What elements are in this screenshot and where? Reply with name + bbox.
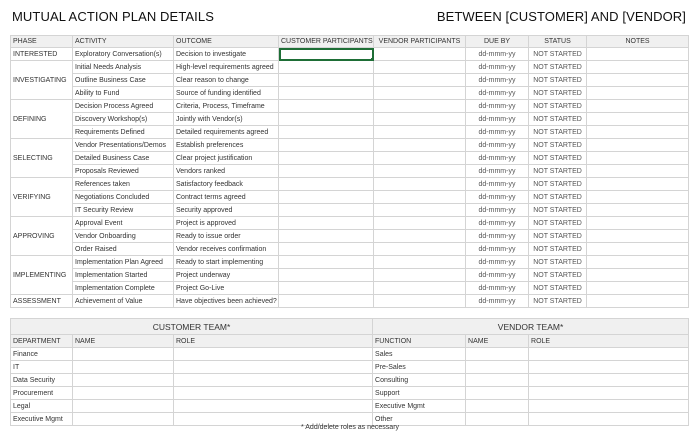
outcome-cell[interactable]: Clear reason to change bbox=[174, 74, 279, 87]
vendor-participants-cell[interactable] bbox=[374, 74, 466, 87]
customer-name-cell[interactable] bbox=[73, 361, 174, 374]
outcome-cell[interactable]: Ready to issue order bbox=[174, 230, 279, 243]
due-by-cell[interactable]: dd-mmm-yy bbox=[466, 256, 529, 269]
vendor-role-cell[interactable] bbox=[529, 374, 689, 387]
status-cell[interactable]: NOT STARTED bbox=[529, 87, 587, 100]
vendor-participants-cell[interactable] bbox=[374, 87, 466, 100]
vendor-name-cell[interactable] bbox=[466, 387, 529, 400]
status-cell[interactable]: NOT STARTED bbox=[529, 204, 587, 217]
notes-cell[interactable] bbox=[587, 74, 689, 87]
col-header-outcome[interactable]: OUTCOME bbox=[174, 36, 279, 48]
team-table bbox=[10, 318, 689, 426]
action-plan-table bbox=[10, 35, 689, 308]
col-header-customer-name[interactable]: NAME bbox=[73, 335, 174, 348]
vendor-role-cell[interactable] bbox=[529, 400, 689, 413]
vendor-name-cell[interactable] bbox=[466, 348, 529, 361]
notes-cell[interactable] bbox=[587, 139, 689, 152]
notes-cell[interactable] bbox=[587, 87, 689, 100]
status-cell[interactable]: NOT STARTED bbox=[529, 256, 587, 269]
vendor-participants-cell[interactable] bbox=[374, 48, 466, 61]
status-cell[interactable]: NOT STARTED bbox=[529, 191, 587, 204]
col-header-department[interactable]: DEPARTMENT bbox=[11, 335, 73, 348]
plan-row bbox=[11, 204, 689, 217]
notes-cell[interactable] bbox=[587, 269, 689, 282]
customer-participants-cell[interactable] bbox=[279, 74, 374, 87]
customer-participants-cell[interactable] bbox=[279, 217, 374, 230]
plan-row bbox=[11, 152, 689, 165]
plan-row bbox=[11, 113, 689, 126]
outcome-cell[interactable]: Criteria, Process, Timeframe bbox=[174, 100, 279, 113]
customer-participants-cell[interactable] bbox=[279, 243, 374, 256]
department-cell[interactable]: Legal bbox=[11, 400, 73, 413]
team-header-row bbox=[11, 335, 689, 348]
customer-role-cell[interactable] bbox=[174, 348, 373, 361]
plan-row bbox=[11, 74, 689, 87]
vendor-participants-cell[interactable] bbox=[374, 126, 466, 139]
function-cell[interactable]: Sales bbox=[373, 348, 466, 361]
outcome-cell[interactable]: Ready to start implementing bbox=[174, 256, 279, 269]
footnote: * Add/delete roles as necessary bbox=[300, 424, 400, 431]
customer-participants-cell[interactable] bbox=[279, 61, 374, 74]
outcome-cell[interactable]: Security approved bbox=[174, 204, 279, 217]
page-title: MUTUAL ACTION PLAN DETAILS bbox=[12, 9, 214, 24]
vendor-name-cell[interactable] bbox=[466, 400, 529, 413]
outcome-cell[interactable]: High-level requirements agreed bbox=[174, 61, 279, 74]
vendor-team-title[interactable]: VENDOR TEAM* bbox=[373, 319, 689, 335]
department-cell[interactable]: Executive Mgmt bbox=[11, 413, 73, 426]
outcome-cell[interactable]: Project Go-Live bbox=[174, 282, 279, 295]
plan-row bbox=[11, 126, 689, 139]
due-by-cell[interactable]: dd-mmm-yy bbox=[466, 178, 529, 191]
plan-row bbox=[11, 282, 689, 295]
due-by-cell[interactable]: dd-mmm-yy bbox=[466, 217, 529, 230]
plan-row bbox=[11, 256, 689, 269]
status-cell[interactable]: NOT STARTED bbox=[529, 282, 587, 295]
plan-row bbox=[11, 230, 689, 243]
due-by-cell[interactable]: dd-mmm-yy bbox=[466, 204, 529, 217]
activity-cell[interactable]: Decision Process Agreed bbox=[73, 100, 174, 113]
activity-cell[interactable]: IT Security Review bbox=[73, 204, 174, 217]
function-cell[interactable]: Support bbox=[373, 387, 466, 400]
status-cell[interactable]: NOT STARTED bbox=[529, 100, 587, 113]
plan-row bbox=[11, 139, 689, 152]
customer-participants-cell[interactable] bbox=[279, 100, 374, 113]
vendor-participants-cell[interactable] bbox=[374, 152, 466, 165]
status-cell[interactable]: NOT STARTED bbox=[529, 113, 587, 126]
plan-row bbox=[11, 61, 689, 74]
vendor-participants-cell[interactable] bbox=[374, 295, 466, 308]
page-subtitle: BETWEEN [CUSTOMER] AND [VENDOR] bbox=[436, 9, 686, 24]
activity-cell[interactable]: Approval Event bbox=[73, 217, 174, 230]
col-header-due-by[interactable]: DUE BY bbox=[466, 36, 529, 48]
notes-cell[interactable] bbox=[587, 152, 689, 165]
department-cell[interactable]: Finance bbox=[11, 348, 73, 361]
status-cell[interactable]: NOT STARTED bbox=[529, 165, 587, 178]
status-cell[interactable]: NOT STARTED bbox=[529, 48, 587, 61]
due-by-cell[interactable]: dd-mmm-yy bbox=[466, 48, 529, 61]
vendor-participants-cell[interactable] bbox=[374, 217, 466, 230]
activity-cell[interactable]: Implementation Started bbox=[73, 269, 174, 282]
outcome-cell[interactable]: Project underway bbox=[174, 269, 279, 282]
col-header-vendor-participants[interactable]: VENDOR PARTICIPANTS bbox=[374, 36, 466, 48]
vendor-name-cell[interactable] bbox=[466, 374, 529, 387]
col-header-customer-role[interactable]: ROLE bbox=[174, 335, 373, 348]
plan-row bbox=[11, 295, 689, 308]
customer-name-cell[interactable] bbox=[73, 400, 174, 413]
activity-cell[interactable]: Exploratory Conversation(s) bbox=[73, 48, 174, 61]
activity-cell[interactable]: Detailed Business Case bbox=[73, 152, 174, 165]
customer-participants-cell[interactable] bbox=[279, 204, 374, 217]
notes-cell[interactable] bbox=[587, 230, 689, 243]
outcome-cell[interactable]: Vendor receives confirmation bbox=[174, 243, 279, 256]
status-cell[interactable]: NOT STARTED bbox=[529, 295, 587, 308]
col-header-activity[interactable]: ACTIVITY bbox=[73, 36, 174, 48]
activity-cell[interactable]: Implementation Plan Agreed bbox=[73, 256, 174, 269]
vendor-role-cell[interactable] bbox=[529, 348, 689, 361]
customer-role-cell[interactable] bbox=[174, 387, 373, 400]
customer-participants-cell[interactable] bbox=[279, 113, 374, 126]
col-header-vendor-role[interactable]: ROLE bbox=[529, 335, 689, 348]
customer-role-cell[interactable] bbox=[174, 361, 373, 374]
vendor-participants-cell[interactable] bbox=[374, 282, 466, 295]
department-cell[interactable]: Data Security bbox=[11, 374, 73, 387]
notes-cell[interactable] bbox=[587, 126, 689, 139]
phase-cell[interactable]: VERIFYING bbox=[11, 178, 73, 217]
customer-role-cell[interactable] bbox=[174, 374, 373, 387]
vendor-name-cell[interactable] bbox=[466, 361, 529, 374]
activity-cell[interactable]: Ability to Fund bbox=[73, 87, 174, 100]
col-header-notes[interactable]: NOTES bbox=[587, 36, 689, 48]
due-by-cell[interactable]: dd-mmm-yy bbox=[466, 165, 529, 178]
due-by-cell[interactable]: dd-mmm-yy bbox=[466, 243, 529, 256]
team-row bbox=[11, 400, 689, 413]
outcome-cell[interactable]: Contract terms agreed bbox=[174, 191, 279, 204]
customer-name-cell[interactable] bbox=[73, 374, 174, 387]
outcome-cell[interactable]: Have objectives been achieved? bbox=[174, 295, 279, 308]
activity-cell[interactable]: Outline Business Case bbox=[73, 74, 174, 87]
status-cell[interactable]: NOT STARTED bbox=[529, 217, 587, 230]
notes-cell[interactable] bbox=[587, 113, 689, 126]
team-row bbox=[11, 374, 689, 387]
phase-cell[interactable]: INVESTIGATING bbox=[11, 61, 73, 100]
notes-cell[interactable] bbox=[587, 256, 689, 269]
col-header-function[interactable]: FUNCTION bbox=[373, 335, 466, 348]
vendor-participants-cell[interactable] bbox=[374, 61, 466, 74]
phase-cell[interactable]: APPROVING bbox=[11, 217, 73, 256]
vendor-participants-cell[interactable] bbox=[374, 139, 466, 152]
phase-cell[interactable]: INTERESTED bbox=[11, 48, 73, 61]
customer-name-cell[interactable] bbox=[73, 387, 174, 400]
notes-cell[interactable] bbox=[587, 61, 689, 74]
customer-role-cell[interactable] bbox=[174, 400, 373, 413]
status-cell[interactable]: NOT STARTED bbox=[529, 139, 587, 152]
customer-participants-cell[interactable] bbox=[279, 126, 374, 139]
due-by-cell[interactable]: dd-mmm-yy bbox=[466, 230, 529, 243]
activity-cell[interactable]: Negotiations Concluded bbox=[73, 191, 174, 204]
notes-cell[interactable] bbox=[587, 48, 689, 61]
vendor-participants-cell[interactable] bbox=[374, 256, 466, 269]
activity-cell[interactable]: Discovery Workshop(s) bbox=[73, 113, 174, 126]
activity-cell[interactable]: Vendor Presentations/Demos bbox=[73, 139, 174, 152]
plan-row bbox=[11, 178, 689, 191]
customer-name-cell[interactable] bbox=[73, 348, 174, 361]
team-row bbox=[11, 387, 689, 400]
customer-participants-cell[interactable] bbox=[279, 295, 374, 308]
customer-participants-cell[interactable] bbox=[279, 269, 374, 282]
col-header-customer-participants[interactable]: CUSTOMER PARTICIPANTS bbox=[279, 36, 374, 48]
customer-participants-cell[interactable] bbox=[279, 87, 374, 100]
due-by-cell[interactable]: dd-mmm-yy bbox=[466, 295, 529, 308]
function-cell[interactable]: Other bbox=[373, 413, 466, 426]
vendor-participants-cell[interactable] bbox=[374, 230, 466, 243]
notes-cell[interactable] bbox=[587, 217, 689, 230]
status-cell[interactable]: NOT STARTED bbox=[529, 243, 587, 256]
vendor-participants-cell[interactable] bbox=[374, 113, 466, 126]
vendor-participants-cell[interactable] bbox=[374, 243, 466, 256]
outcome-cell[interactable]: Establish preferences bbox=[174, 139, 279, 152]
due-by-cell[interactable]: dd-mmm-yy bbox=[466, 139, 529, 152]
customer-participants-cell[interactable] bbox=[279, 165, 374, 178]
due-by-cell[interactable]: dd-mmm-yy bbox=[466, 74, 529, 87]
col-header-phase[interactable]: PHASE bbox=[11, 36, 73, 48]
activity-cell[interactable]: Initial Needs Analysis bbox=[73, 61, 174, 74]
status-cell[interactable]: NOT STARTED bbox=[529, 269, 587, 282]
plan-row bbox=[11, 165, 689, 178]
status-cell[interactable]: NOT STARTED bbox=[529, 74, 587, 87]
vendor-role-cell[interactable] bbox=[529, 387, 689, 400]
phase-cell[interactable]: SELECTING bbox=[11, 139, 73, 178]
vendor-role-cell[interactable] bbox=[529, 361, 689, 374]
vendor-participants-cell[interactable] bbox=[374, 269, 466, 282]
plan-row bbox=[11, 243, 689, 256]
customer-participants-cell[interactable] bbox=[279, 48, 374, 61]
notes-cell[interactable] bbox=[587, 178, 689, 191]
outcome-cell[interactable]: Decision to investigate bbox=[174, 48, 279, 61]
customer-participants-cell[interactable] bbox=[279, 139, 374, 152]
vendor-participants-cell[interactable] bbox=[374, 191, 466, 204]
activity-cell[interactable]: References taken bbox=[73, 178, 174, 191]
vendor-participants-cell[interactable] bbox=[374, 100, 466, 113]
status-cell[interactable]: NOT STARTED bbox=[529, 230, 587, 243]
customer-team-title[interactable]: CUSTOMER TEAM* bbox=[11, 319, 373, 335]
activity-cell[interactable]: Vendor Onboarding bbox=[73, 230, 174, 243]
notes-cell[interactable] bbox=[587, 204, 689, 217]
outcome-cell[interactable]: Clear project justification bbox=[174, 152, 279, 165]
outcome-cell[interactable]: Vendors ranked bbox=[174, 165, 279, 178]
outcome-cell[interactable]: Source of funding identified bbox=[174, 87, 279, 100]
phase-cell[interactable]: DEFINING bbox=[11, 100, 73, 139]
due-by-cell[interactable]: dd-mmm-yy bbox=[466, 113, 529, 126]
notes-cell[interactable] bbox=[587, 295, 689, 308]
due-by-cell[interactable]: dd-mmm-yy bbox=[466, 61, 529, 74]
col-header-vendor-name[interactable]: NAME bbox=[466, 335, 529, 348]
notes-cell[interactable] bbox=[587, 282, 689, 295]
activity-cell[interactable]: Proposals Reviewed bbox=[73, 165, 174, 178]
activity-cell[interactable]: Implementation Complete bbox=[73, 282, 174, 295]
activity-cell[interactable]: Requirements Defined bbox=[73, 126, 174, 139]
team-title-row bbox=[11, 319, 689, 335]
plan-row bbox=[11, 100, 689, 113]
customer-participants-cell[interactable] bbox=[279, 178, 374, 191]
department-cell[interactable]: IT bbox=[11, 361, 73, 374]
function-cell[interactable]: Consulting bbox=[373, 374, 466, 387]
phase-cell[interactable]: IMPLEMENTING bbox=[11, 256, 73, 295]
due-by-cell[interactable]: dd-mmm-yy bbox=[466, 100, 529, 113]
due-by-cell[interactable]: dd-mmm-yy bbox=[466, 152, 529, 165]
notes-cell[interactable] bbox=[587, 243, 689, 256]
status-cell[interactable]: NOT STARTED bbox=[529, 126, 587, 139]
customer-participants-cell[interactable] bbox=[279, 256, 374, 269]
plan-row bbox=[11, 269, 689, 282]
phase-cell[interactable]: ASSESSMENT bbox=[11, 295, 73, 308]
customer-participants-cell[interactable] bbox=[279, 191, 374, 204]
plan-row bbox=[11, 191, 689, 204]
outcome-cell[interactable]: Jointly with Vendor(s) bbox=[174, 113, 279, 126]
due-by-cell[interactable]: dd-mmm-yy bbox=[466, 269, 529, 282]
customer-participants-cell[interactable] bbox=[279, 152, 374, 165]
outcome-cell[interactable]: Satisfactory feedback bbox=[174, 178, 279, 191]
vendor-participants-cell[interactable] bbox=[374, 165, 466, 178]
vendor-participants-cell[interactable] bbox=[374, 178, 466, 191]
notes-cell[interactable] bbox=[587, 191, 689, 204]
outcome-cell[interactable]: Detailed requirements agreed bbox=[174, 126, 279, 139]
outcome-cell[interactable]: Project is approved bbox=[174, 217, 279, 230]
function-cell[interactable]: Pre-Sales bbox=[373, 361, 466, 374]
notes-cell[interactable] bbox=[587, 100, 689, 113]
status-cell[interactable]: NOT STARTED bbox=[529, 61, 587, 74]
plan-row bbox=[11, 87, 689, 100]
team-row bbox=[11, 361, 689, 374]
due-by-cell[interactable]: dd-mmm-yy bbox=[466, 191, 529, 204]
team-row bbox=[11, 348, 689, 361]
plan-row bbox=[11, 48, 689, 61]
customer-participants-cell[interactable] bbox=[279, 282, 374, 295]
due-by-cell[interactable]: dd-mmm-yy bbox=[466, 282, 529, 295]
plan-header-row bbox=[11, 36, 689, 48]
vendor-participants-cell[interactable] bbox=[374, 204, 466, 217]
notes-cell[interactable] bbox=[587, 165, 689, 178]
department-cell[interactable]: Procurement bbox=[11, 387, 73, 400]
activity-cell[interactable]: Order Raised bbox=[73, 243, 174, 256]
activity-cell[interactable]: Achievement of Value bbox=[73, 295, 174, 308]
customer-participants-cell[interactable] bbox=[279, 230, 374, 243]
due-by-cell[interactable]: dd-mmm-yy bbox=[466, 87, 529, 100]
function-cell[interactable]: Executive Mgmt bbox=[373, 400, 466, 413]
col-header-status[interactable]: STATUS bbox=[529, 36, 587, 48]
status-cell[interactable]: NOT STARTED bbox=[529, 152, 587, 165]
status-cell[interactable]: NOT STARTED bbox=[529, 178, 587, 191]
plan-row bbox=[11, 217, 689, 230]
due-by-cell[interactable]: dd-mmm-yy bbox=[466, 126, 529, 139]
